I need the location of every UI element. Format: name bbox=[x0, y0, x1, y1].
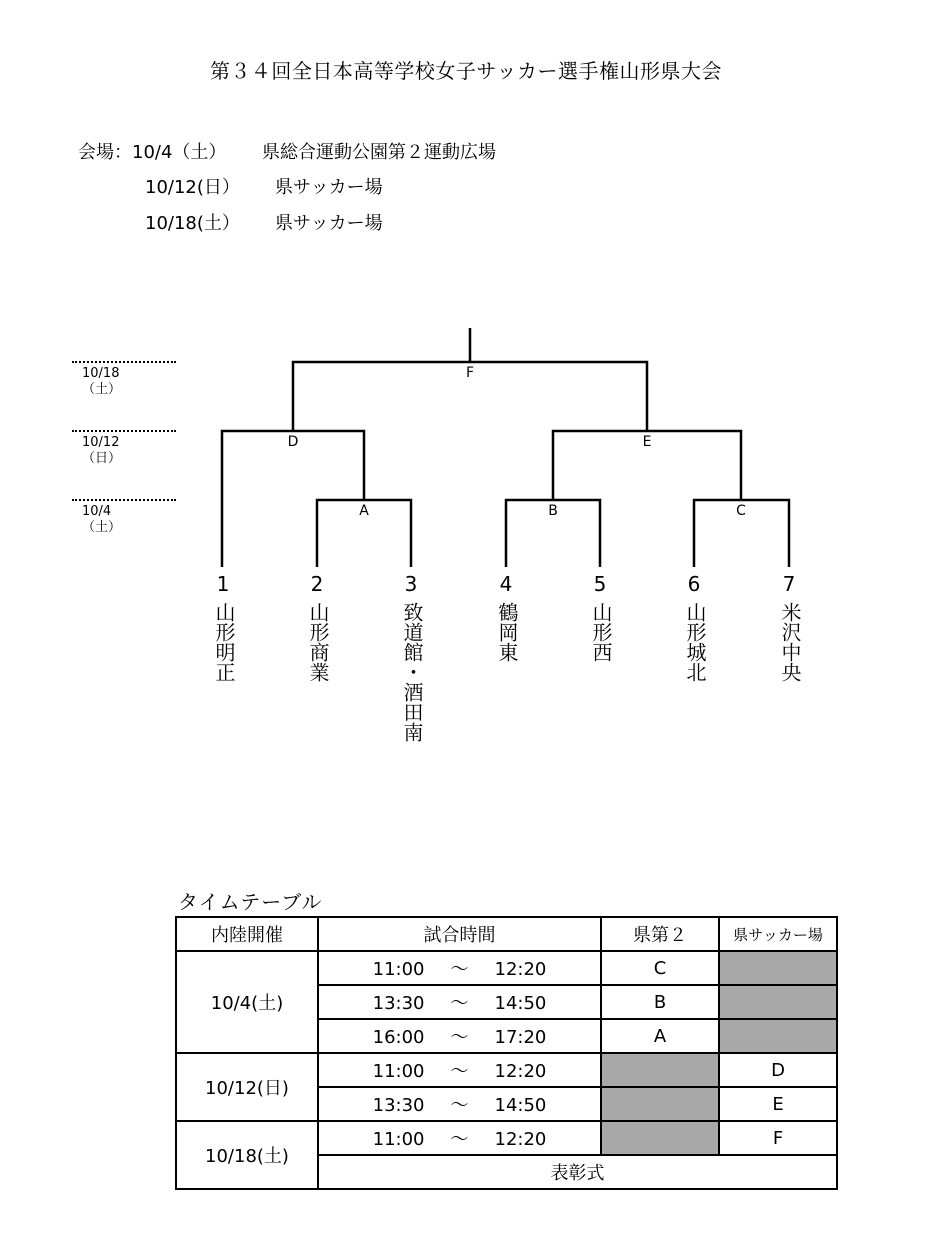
ken2-cell: B bbox=[601, 985, 719, 1019]
match-label-f: F bbox=[465, 365, 475, 381]
timetable-title: タイムテーブル bbox=[178, 890, 323, 914]
soccer-field-cell: F bbox=[719, 1121, 837, 1155]
match-label-e: E bbox=[642, 434, 652, 450]
header-venue-region: 内陸開催 bbox=[176, 917, 318, 951]
team-seed: 4 bbox=[499, 572, 513, 596]
tilde: ～ bbox=[450, 1095, 469, 1116]
time-cell bbox=[318, 1053, 601, 1087]
ken2-cell: C bbox=[601, 951, 719, 985]
soccer-field-cell: E bbox=[719, 1087, 837, 1121]
soccer-field-cell bbox=[719, 951, 837, 985]
end-time: 12:20 bbox=[494, 1061, 547, 1082]
day-cell: 10/18(土) bbox=[176, 1121, 318, 1189]
end-time: 14:50 bbox=[494, 1095, 547, 1116]
header-soccer-field: 県サッカー場 bbox=[719, 917, 837, 951]
venue-label: 会場： bbox=[78, 142, 132, 163]
team-name: 鶴岡東 bbox=[495, 602, 519, 662]
page-title: 第３４回全日本高等学校女子サッカー選手権山形県大会 bbox=[209, 59, 723, 83]
round-day: （土） bbox=[82, 520, 122, 535]
header-match-time: 試合時間 bbox=[318, 917, 601, 951]
day-cell: 10/4(土) bbox=[176, 951, 318, 1053]
end-time: 17:20 bbox=[494, 1027, 547, 1048]
match-label-a: A bbox=[359, 503, 369, 519]
team-seed: 7 bbox=[782, 572, 796, 596]
round-day: （土） bbox=[82, 382, 122, 397]
timetable bbox=[175, 916, 838, 1190]
tilde: ～ bbox=[450, 959, 469, 980]
round-date: 10/18 bbox=[82, 366, 120, 381]
round-day: （日） bbox=[82, 451, 122, 466]
time-cell bbox=[318, 1087, 601, 1121]
team-name: 致道館・酒田南 bbox=[400, 602, 424, 742]
ken2-cell: A bbox=[601, 1019, 719, 1053]
match-label-c: C bbox=[736, 503, 746, 519]
team-seed: 3 bbox=[404, 572, 418, 596]
team-name: 米沢中央 bbox=[778, 602, 802, 682]
team-name: 山形明正 bbox=[212, 602, 236, 682]
end-time: 12:20 bbox=[494, 959, 547, 980]
day-cell: 10/12(日) bbox=[176, 1053, 318, 1121]
team-seed: 2 bbox=[310, 572, 324, 596]
venue-place: 県サッカー場 bbox=[275, 213, 383, 234]
start-time: 11:00 bbox=[372, 1061, 425, 1082]
start-time: 11:00 bbox=[372, 959, 425, 980]
table-header-row bbox=[176, 917, 837, 951]
table-row bbox=[176, 1121, 837, 1155]
ceremony-cell: 表彰式 bbox=[318, 1155, 837, 1189]
soccer-field-cell bbox=[719, 985, 837, 1019]
table-row bbox=[176, 1053, 837, 1087]
venue-date: 10/4（土） bbox=[132, 142, 227, 163]
venue-place: 県総合運動公園第２運動広場 bbox=[262, 142, 496, 163]
start-time: 13:30 bbox=[372, 993, 425, 1014]
tilde: ～ bbox=[450, 1129, 469, 1150]
venue-date: 10/12(日） bbox=[145, 177, 240, 198]
team-seed: 6 bbox=[687, 572, 701, 596]
team-seed: 5 bbox=[593, 572, 607, 596]
time-cell bbox=[318, 951, 601, 985]
table-row bbox=[176, 951, 837, 985]
soccer-field-cell bbox=[719, 1019, 837, 1053]
venue-place: 県サッカー場 bbox=[275, 177, 383, 198]
time-cell bbox=[318, 1019, 601, 1053]
time-cell bbox=[318, 1121, 601, 1155]
team-name: 山形商業 bbox=[306, 602, 330, 682]
end-time: 14:50 bbox=[494, 993, 547, 1014]
tilde: ～ bbox=[450, 993, 469, 1014]
start-time: 13:30 bbox=[372, 1095, 425, 1116]
ken2-cell bbox=[601, 1087, 719, 1121]
tilde: ～ bbox=[450, 1027, 469, 1048]
round-date: 10/12 bbox=[82, 435, 120, 450]
venue-date: 10/18(土） bbox=[145, 213, 240, 234]
team-seed: 1 bbox=[216, 572, 230, 596]
time-cell bbox=[318, 985, 601, 1019]
match-label-b: B bbox=[548, 503, 558, 519]
team-name: 山形西 bbox=[589, 602, 613, 662]
start-time: 16:00 bbox=[372, 1027, 425, 1048]
ken2-cell bbox=[601, 1053, 719, 1087]
soccer-field-cell: D bbox=[719, 1053, 837, 1087]
end-time: 12:20 bbox=[494, 1129, 547, 1150]
round-date: 10/4 bbox=[82, 504, 112, 519]
tilde: ～ bbox=[450, 1061, 469, 1082]
match-label-d: D bbox=[287, 434, 299, 450]
ken2-cell bbox=[601, 1121, 719, 1155]
team-name: 山形城北 bbox=[683, 602, 707, 682]
start-time: 11:00 bbox=[372, 1129, 425, 1150]
header-ken2: 県第２ bbox=[601, 917, 719, 951]
